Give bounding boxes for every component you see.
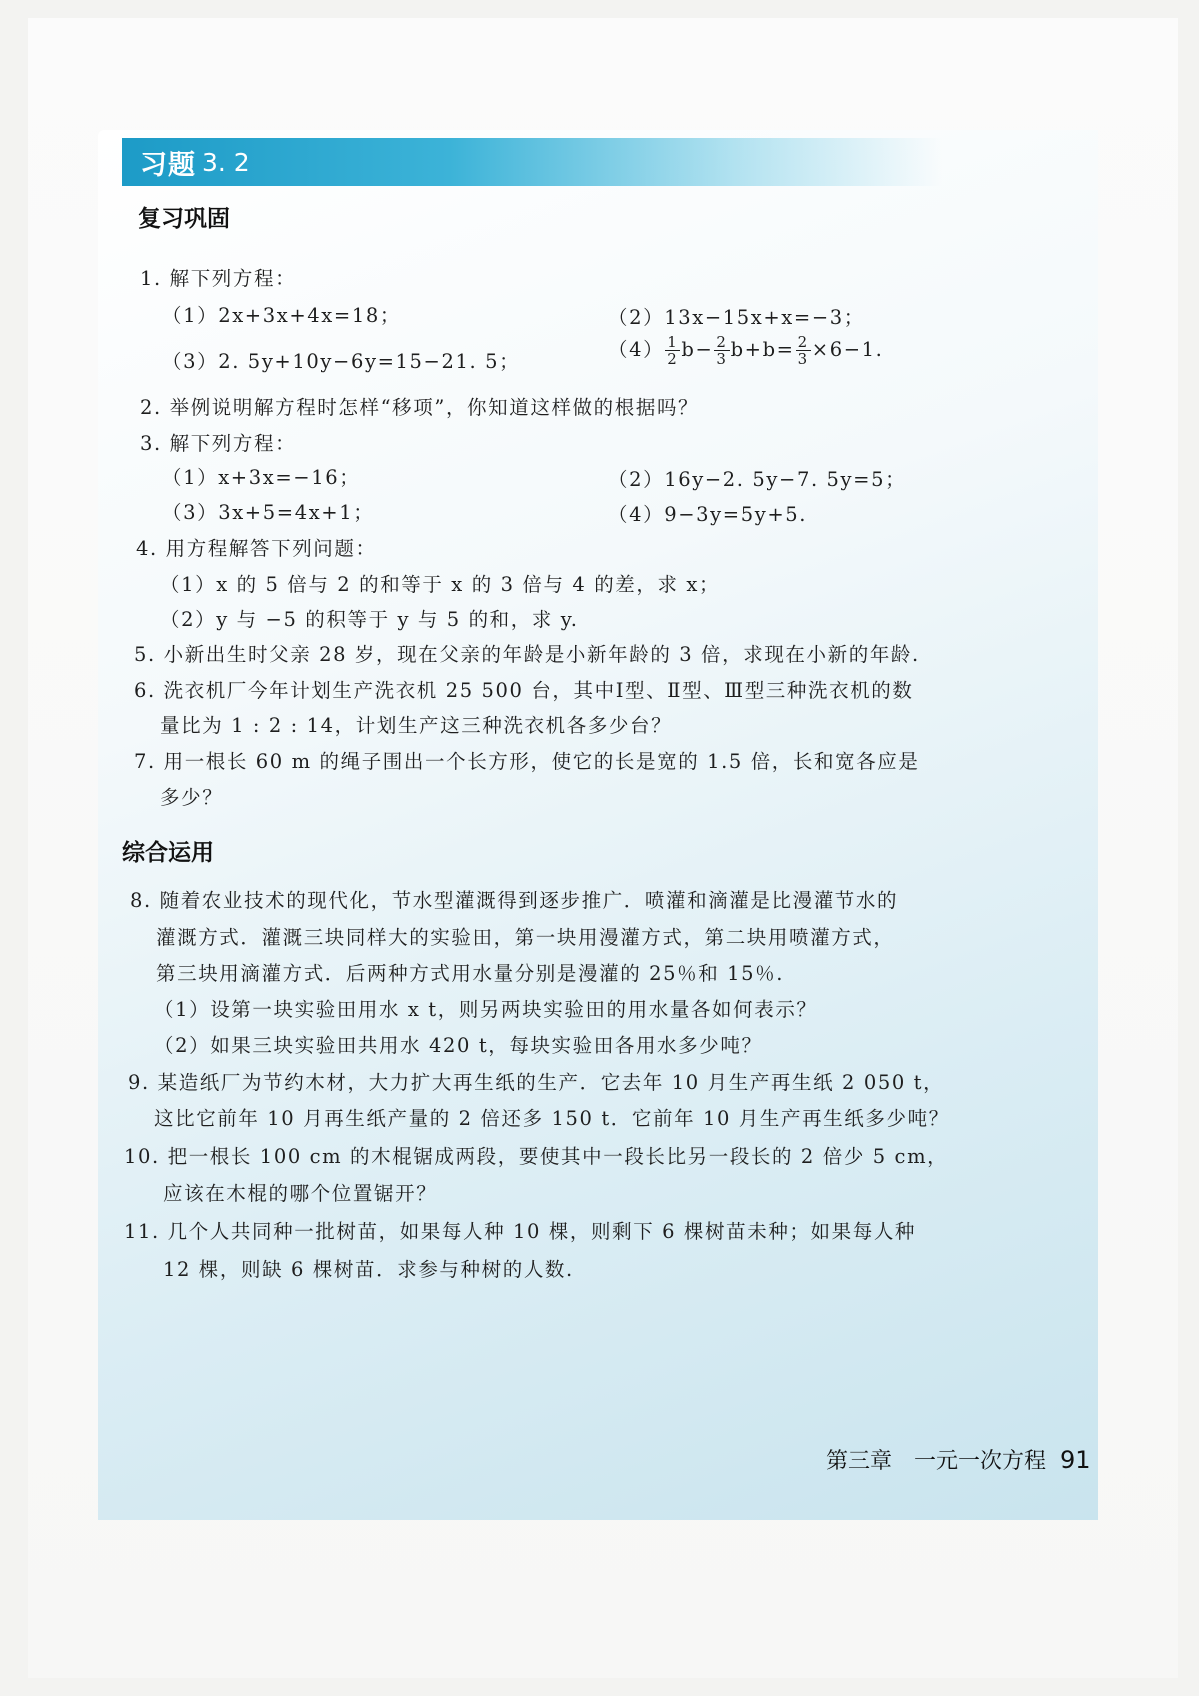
page-number: 91: [1060, 1446, 1091, 1474]
exercise-header: [122, 138, 942, 186]
q10-line1: 10. 把一根长 100 cm 的木棍锯成两段，要使其中一段长比另一段长的 2 倍少 5 cm，: [124, 1145, 949, 1168]
q6-line2: 量比为 1 : 2 : 14，计划生产这三种洗衣机各多少台？: [160, 714, 673, 737]
q1-part4-text1: b−: [681, 338, 714, 361]
q2-text: 2. 举例说明解方程时怎样“移项”，你知道这样做的根据吗？: [140, 396, 700, 419]
exercise-panel: [98, 130, 1098, 1520]
q11-line1: 11. 几个人共同种一批树苗，如果每人种 10 棵，则剩下 6 棵树苗未种；如果每人种: [124, 1220, 917, 1243]
q3-stem: 3. 解下列方程：: [140, 432, 297, 455]
q4-part2: （2）y 与 −5 的积等于 y 与 5 的和，求 y.: [160, 608, 579, 631]
fraction-one-half: [665, 334, 680, 367]
fraction-numerator: 2: [797, 333, 809, 351]
fraction-denominator: 3: [797, 350, 809, 368]
fraction-numerator: 2: [716, 333, 728, 351]
fraction-numerator: 1: [667, 333, 679, 351]
fraction-denominator: 2: [667, 350, 679, 368]
exercise-title: 习题: [140, 149, 196, 181]
q1-part1: （1）2x+3x+4x=18；: [162, 304, 401, 327]
chapter-title: 第三章 一元一次方程: [826, 1449, 1047, 1474]
q7-line2: 多少？: [160, 786, 224, 809]
q3-part3: （3）3x+5=4x+1；: [162, 501, 375, 524]
q9-line2: 这比它前年 10 月再生纸产量的 2 倍还多 150 t．它前年 10 月生产再生纸多少吨？: [154, 1107, 950, 1130]
q1-stem: 1. 解下列方程：: [140, 267, 297, 290]
section-apply-title: 综合运用: [122, 840, 214, 866]
q8-line1: 8. 随着农业技术的现代化，节水型灌溉得到逐步推广．喷灌和滴灌是比漫灌节水的: [130, 889, 899, 912]
q3-part1: （1）x+3x=−16；: [162, 466, 361, 489]
q1-part3: （3）2. 5y+10y−6y=15−21. 5；: [162, 350, 521, 373]
q9-line1: 9. 某造纸厂为节约木材，大力扩大再生纸的生产．它去年 10 月生产再生纸 2 050 t，: [128, 1071, 945, 1094]
q8-line2: 灌溉方式．灌溉三块同样大的实验田，第一块用漫灌方式，第二块用喷灌方式，: [156, 926, 895, 949]
fraction-denominator: 3: [716, 350, 728, 368]
q1-part4: [608, 334, 883, 367]
q4-stem: 4. 用方程解答下列问题：: [136, 537, 377, 560]
fraction-two-thirds-rhs: [796, 334, 811, 367]
q1-part4-text2: b+b=: [730, 338, 795, 361]
q6-line1: 6. 洗衣机厂今年计划生产洗衣机 25 500 台，其中Ⅰ型、Ⅱ型、Ⅲ型三种洗衣机的数: [134, 679, 914, 702]
page-footer: [826, 1444, 1091, 1475]
q5-text: 5. 小新出生时父亲 28 岁，现在父亲的年龄是小新年龄的 3 倍，求现在小新的年龄.: [134, 643, 920, 666]
q3-part4: （4）9−3y=5y+5.: [608, 503, 808, 526]
fraction-two-thirds: [714, 334, 729, 367]
q1-part4-tail: ×6−1.: [811, 338, 884, 361]
q8-part2: （2）如果三块实验田共用水 420 t，每块实验田各用水多少吨？: [154, 1034, 763, 1057]
q1-part2: （2）13x−15x+x=−3；: [608, 306, 865, 329]
q1-part4-label: （4）: [608, 338, 665, 361]
exercise-number: 3. 2: [202, 147, 250, 177]
q8-part1: （1）设第一块实验田用水 x t，则另两块实验田的用水量各如何表示？: [154, 998, 818, 1021]
q8-line3: 第三块用滴灌方式．后两种方式用水量分别是漫灌的 25％和 15％.: [156, 962, 785, 985]
q4-part1: （1）x 的 5 倍与 2 的和等于 x 的 3 倍与 4 的差，求 x；: [160, 573, 721, 596]
section-review-title: 复习巩固: [138, 206, 230, 232]
q10-line2: 应该在木棍的哪个位置锯开？: [163, 1182, 438, 1205]
q3-part2: （2）16y−2. 5y−7. 5y=5；: [608, 468, 907, 491]
q11-line2: 12 棵，则缺 6 棵树苗．求参与种树的人数.: [163, 1258, 574, 1281]
q7-line1: 7. 用一根长 60 m 的绳子围出一个长方形，使它的长是宽的 1.5 倍，长和宽各应是: [134, 750, 920, 773]
